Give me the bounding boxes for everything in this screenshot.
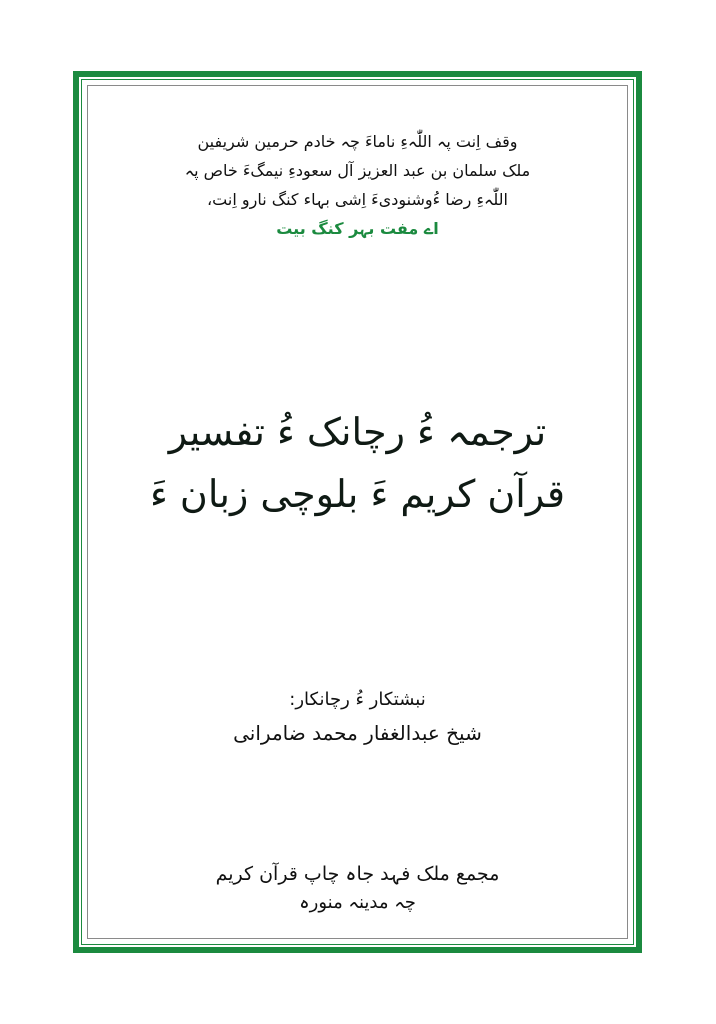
author-block <box>128 684 587 750</box>
cover-page <box>87 85 628 939</box>
waqf-notice <box>128 127 587 243</box>
publisher-name: مجمع ملک فہد جاہ چاپ قرآن کریم <box>215 863 500 885</box>
cover-frame <box>73 71 642 953</box>
waqf-line-3: اللّٰہءِ رضا ءُوشنودیءَ اِشی بہاء کنگ نارو اِنت، <box>207 190 508 209</box>
waqf-line-2: ملک سلمان بن عبد العزیز آل سعودءِ نیمگءَ خاص پہ <box>184 161 531 180</box>
book-title-line-2: قرآن کریم ءَ بلوچی زبان ءَ <box>149 472 565 516</box>
author-label: نبشتکار ءُ رچانکار: <box>289 689 426 710</box>
author-name: شیخ عبدالغفار محمد ضامرانی <box>233 721 482 745</box>
publisher-block <box>128 859 587 917</box>
publisher-location: چہ مدینہ منورہ <box>299 892 416 913</box>
book-title-line-1: ترجمہ ءُ رچانک ءُ تفسیر <box>168 410 547 454</box>
free-distribution-note: اے مفت بہر کنگ بیت <box>276 219 439 238</box>
book-title <box>118 401 597 525</box>
waqf-line-1: وقف اِنت پہ اللّٰہءِ ناماءَ چہ خادم حرمین شریفین <box>197 132 518 151</box>
cover-content <box>88 86 627 938</box>
